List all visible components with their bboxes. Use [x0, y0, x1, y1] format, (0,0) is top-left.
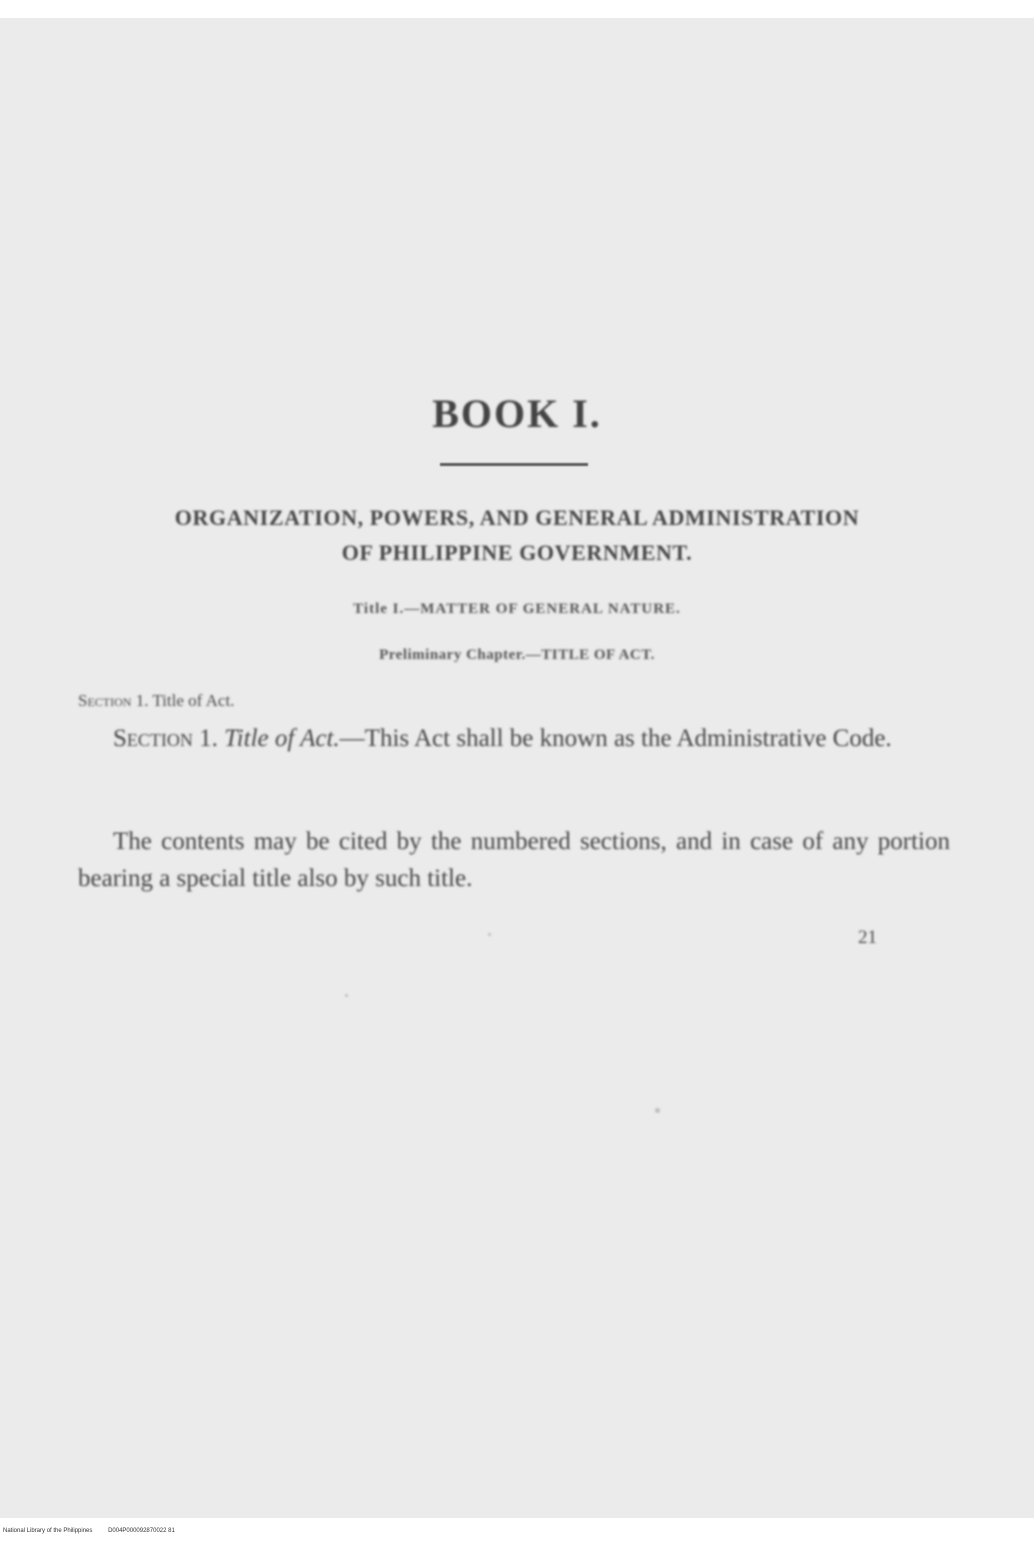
section-1-paragraph	[78, 720, 950, 757]
chapter-heading: Preliminary Chapter.—TITLE OF ACT.	[379, 647, 655, 663]
section-label: Section	[113, 725, 193, 752]
footer-code: D004P000092870022 81	[108, 1528, 175, 1534]
book-heading: BOOK I.	[432, 391, 602, 436]
contents-paragraph: The contents may be cited by the numbered sections, and in case of any portion bearing a special title also by such title.	[78, 828, 950, 892]
section-note-text: 1. Title of Act.	[135, 691, 235, 710]
scan-speck	[655, 1108, 660, 1113]
section-note-label: Section	[78, 691, 132, 710]
part-title-line-1: ORGANIZATION, POWERS, AND GENERAL ADMINISTRATION	[174, 505, 860, 530]
scanned-page	[0, 18, 1034, 1518]
title-heading: Title I.—MATTER OF GENERAL NATURE.	[353, 601, 681, 617]
scan-footer	[3, 1528, 189, 1534]
heading-rule	[440, 463, 588, 466]
section-marginal-note	[78, 691, 234, 711]
footer-library: National Library of the Philippines	[3, 1528, 93, 1534]
section-number: 1.	[199, 725, 218, 752]
part-title-line-2: OF PHILIPPINE GOVERNMENT.	[341, 540, 693, 565]
page-number: 21	[858, 927, 877, 948]
scan-speck	[488, 933, 491, 936]
section-heading-italic: Title of Act.	[224, 725, 340, 752]
section-1-text: —This Act shall be known as the Administrative Code.	[339, 725, 892, 752]
scan-speck	[345, 994, 348, 997]
